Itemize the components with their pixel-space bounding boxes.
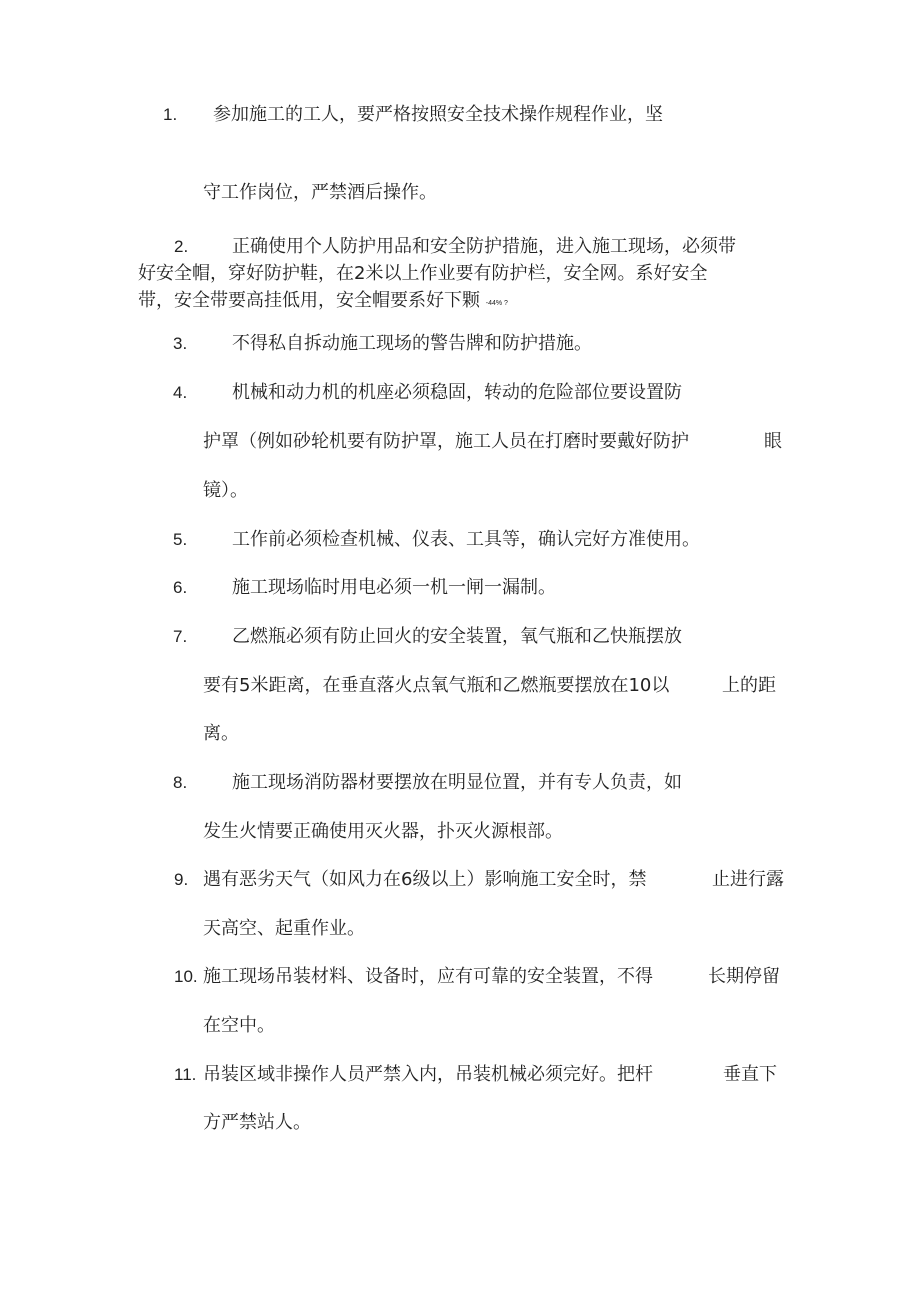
item-number: 10. xyxy=(174,967,198,986)
item-line: 发生火情要正确使用灭火器，扑灭火源根部。 xyxy=(203,821,563,842)
item-number: 8. xyxy=(173,773,188,792)
item-line: 上的距 xyxy=(722,675,776,696)
scan-artifact-mark: -44% ? xyxy=(485,300,508,307)
item-line: 施工现场吊装材料、设备时，应有可靠的安全装置，不得 xyxy=(203,966,653,987)
item-line: 止进行露 xyxy=(712,869,784,890)
item-line: 参加施工的工人，要严格按照安全技术操作规程作业，坚 xyxy=(213,104,663,125)
item-line: 不得私自拆动施工现场的警告牌和防护措施。 xyxy=(232,333,592,354)
item-line: 离。 xyxy=(203,723,239,744)
item-number: 9. xyxy=(174,870,189,889)
item-line: 机械和动力机的机座必须稳固，转动的危险部位要设置防 xyxy=(232,382,682,403)
item-number: 6. xyxy=(173,578,188,597)
item-line-text: 带，安全带要高挂低用，安全帽要系好下颗 xyxy=(138,290,480,311)
item-line: 眼 xyxy=(764,431,782,452)
item-line: 工作前必须检查机械、仪表、工具等，确认完好方准使用。 xyxy=(232,529,700,550)
item-line: 要有5米距离，在垂直落火点氧气瓶和乙燃瓶要摆放在10以 xyxy=(203,675,670,696)
item-number: 4. xyxy=(173,383,188,402)
item-line: 在空中。 xyxy=(203,1015,275,1036)
item-number: 7. xyxy=(173,627,188,646)
item-line: 天高空、起重作业。 xyxy=(203,918,365,939)
item-line: 吊装区域非操作人员严禁入内，吊装机械必须完好。把杆 xyxy=(203,1064,653,1085)
item-line: 守工作岗位，严禁酒后操作。 xyxy=(203,182,437,203)
item-number: 2. xyxy=(174,237,189,256)
item-line: 施工现场消防器材要摆放在明显位置，并有专人负责，如 xyxy=(232,772,682,793)
item-line: 正确使用个人防护用品和安全防护措施，进入施工现场，必须带 xyxy=(232,236,736,257)
item-line: 遇有恶劣天气（如风力在6级以上）影响施工安全时，禁 xyxy=(203,869,647,890)
item-line: 乙燃瓶必须有防止回火的安全装置，氧气瓶和乙快瓶摆放 xyxy=(232,626,682,647)
item-line: 施工现场临时用电必须一机一闸一漏制。 xyxy=(232,577,556,598)
item-line: 长期停留 xyxy=(708,966,780,987)
item-line: 方严禁站人。 xyxy=(203,1112,311,1133)
item-number: 5. xyxy=(173,530,188,549)
item-line: 垂直下 xyxy=(723,1064,777,1085)
item-line: 镜）。 xyxy=(203,480,248,501)
item-line xyxy=(138,289,508,316)
item-line: 好安全帽，穿好防护鞋，在2米以上作业要有防护栏，安全网。系好安全 xyxy=(138,263,708,284)
item-line: 护罩（例如砂轮机要有防护罩，施工人员在打磨时要戴好防护 xyxy=(203,431,689,452)
item-number: 11. xyxy=(174,1065,197,1084)
item-number: 3. xyxy=(173,334,188,353)
item-number: 1. xyxy=(163,105,178,124)
